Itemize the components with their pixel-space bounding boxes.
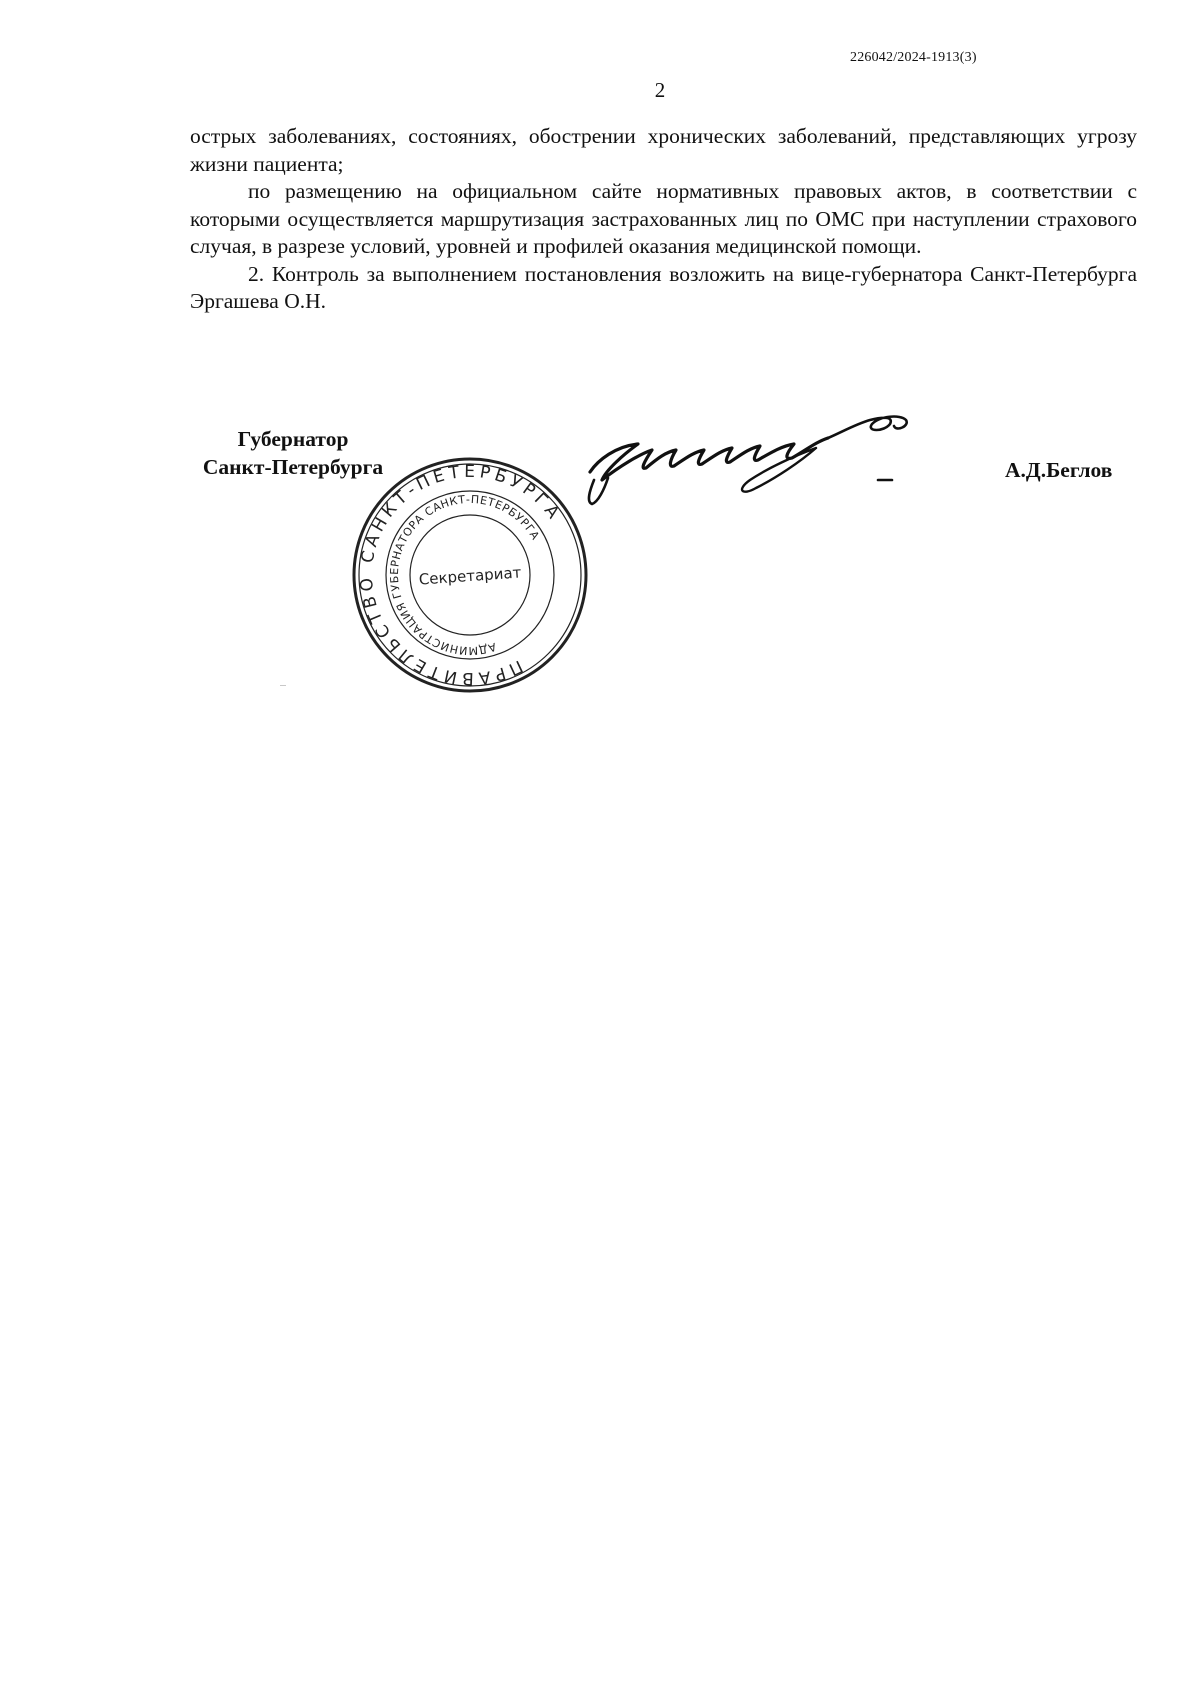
handwritten-signature <box>580 410 960 530</box>
official-seal <box>350 455 590 695</box>
scan-artifact <box>280 685 286 686</box>
signer-position-line-1: Губернатор <box>237 427 349 451</box>
document-body <box>190 123 1137 316</box>
signature-flourish-stroke <box>828 417 907 438</box>
signer-name: А.Д.Беглов <box>1005 458 1113 482</box>
signature-main-stroke <box>590 438 828 480</box>
paragraph-control-clause: 2. Контроль за выполнением постановления возложить на вице-губернатора Санкт-Петербурга Эргашева О.Н. <box>190 261 1137 313</box>
signature-initial-stroke <box>589 478 608 504</box>
signature-loop-stroke <box>742 448 816 492</box>
signer-position-line-2: Санкт-Петербурга <box>202 455 384 479</box>
page-number: 2 <box>654 78 666 102</box>
paragraph-continuation: острых заболеваниях, состояниях, обострении хронических заболеваний, представляющих угрозу жизни пациента; <box>190 124 1137 176</box>
seal-outer-text: ПРАВИТЕЛЬСТВО САНКТ-ПЕТЕРБУРГА <box>356 461 566 689</box>
registration-number: 226042/2024-1913(3) <box>850 50 977 65</box>
seal-center-text: Секретариат <box>418 563 522 589</box>
signature-block <box>0 410 1200 710</box>
paragraph-publication-item: по размещению на официальном сайте нормативных правовых актов, в соответствии с которыми осуществляется маршрутизация застрахованных лиц по ОМС при наступлении страхового случая, в разрезе условий, уровней и профилей оказания медицинской помощи. <box>190 179 1137 258</box>
seal-inner-text: АДМИНИСТРАЦИЯ ГУБЕРНАТОРА САНКТ-ПЕТЕРБУРГА <box>387 492 542 658</box>
